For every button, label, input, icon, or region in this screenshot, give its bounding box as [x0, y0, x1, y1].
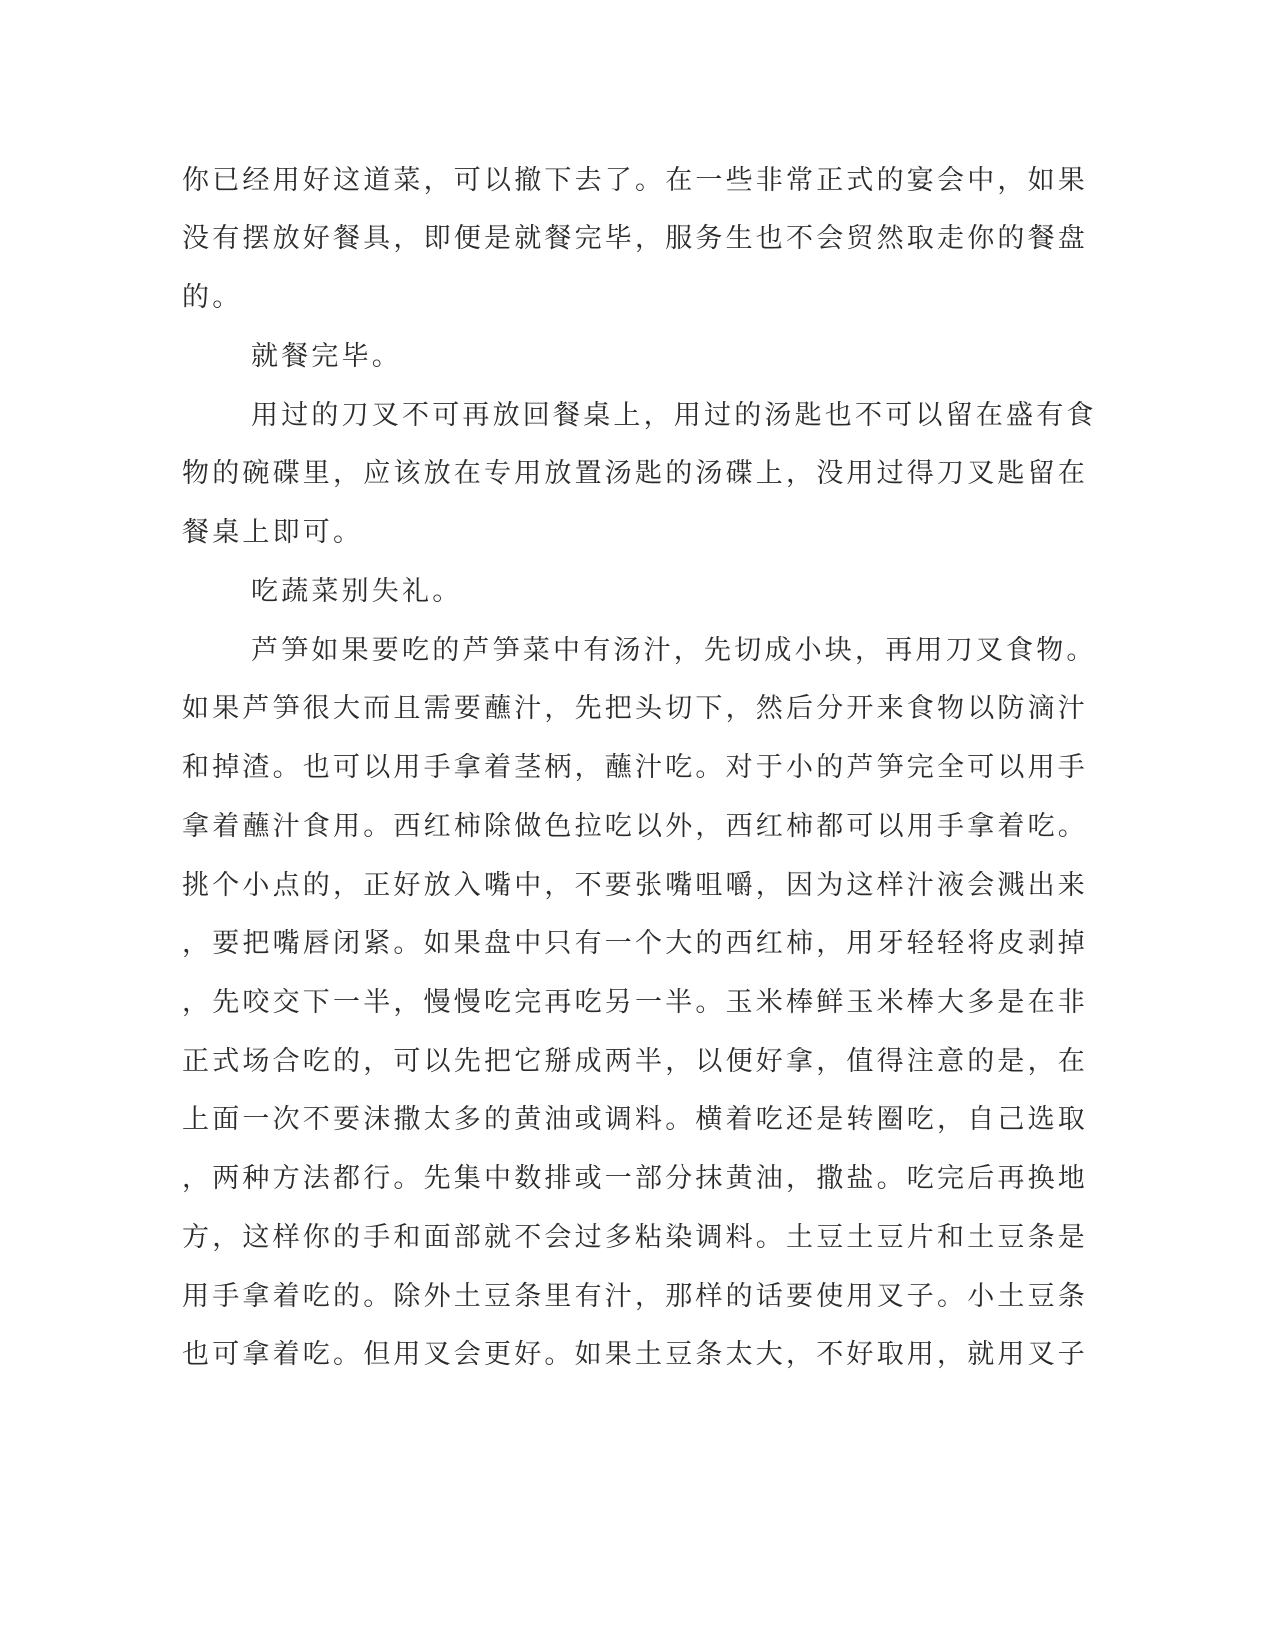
text-line: 的。	[182, 282, 243, 313]
text-line: ，先咬交下一半，慢慢吃完再吃另一半。玉米棒鲜玉米棒大多是在非	[182, 987, 1088, 1018]
text-line: 也可拿着吃。但用叉会更好。如果土豆条太大，不好取用，就用叉子	[182, 1339, 1088, 1370]
text-line: 用手拿着吃的。除外土豆条里有汁，那样的话要使用叉子。小土豆条	[182, 1281, 1088, 1312]
text-line: 上面一次不要沫撒太多的黄油或调料。横着吃还是转圈吃，自己选取	[182, 1104, 1088, 1135]
text-line: 拿着蘸汁食用。西红柿除做色拉吃以外，西红柿都可以用手拿着吃。	[182, 811, 1088, 842]
section-heading: 就餐完毕。	[251, 341, 402, 372]
section-heading: 吃蔬菜别失礼。	[251, 576, 463, 607]
text-line: 餐桌上即可。	[182, 517, 364, 548]
text-line: 用过的刀叉不可再放回餐桌上，用过的汤匙也不可以留在盛有食	[251, 400, 1097, 431]
text-line: 物的碗碟里，应该放在专用放置汤匙的汤碟上，没用过得刀叉匙留在	[182, 458, 1088, 489]
text-line: 方，这样你的手和面部就不会过多粘染调料。土豆土豆片和土豆条是	[182, 1222, 1088, 1253]
text-line: 芦笋如果要吃的芦笋菜中有汤汁，先切成小块，再用刀叉食物。	[251, 635, 1097, 666]
text-line: ，要把嘴唇闭紧。如果盘中只有一个大的西红柿，用牙轻轻将皮剥掉	[182, 928, 1088, 959]
text-line: 挑个小点的，正好放入嘴中，不要张嘴咀嚼，因为这样汁液会溅出来	[182, 870, 1088, 901]
text-line: 你已经用好这道菜，可以撤下去了。在一些非常正式的宴会中，如果	[182, 165, 1088, 196]
text-line: ，两种方法都行。先集中数排或一部分抹黄油，撒盐。吃完后再换地	[182, 1163, 1088, 1194]
text-line: 正式场合吃的，可以先把它掰成两半，以便好拿，值得注意的是，在	[182, 1046, 1088, 1077]
text-line: 和掉渣。也可以用手拿着茎柄，蘸汁吃。对于小的芦笋完全可以用手	[182, 752, 1088, 783]
text-line: 没有摆放好餐具，即便是就餐完毕，服务生也不会贸然取走你的餐盘	[182, 223, 1088, 254]
text-line: 如果芦笋很大而且需要蘸汁，先把头切下，然后分开来食物以防滴汁	[182, 693, 1088, 724]
